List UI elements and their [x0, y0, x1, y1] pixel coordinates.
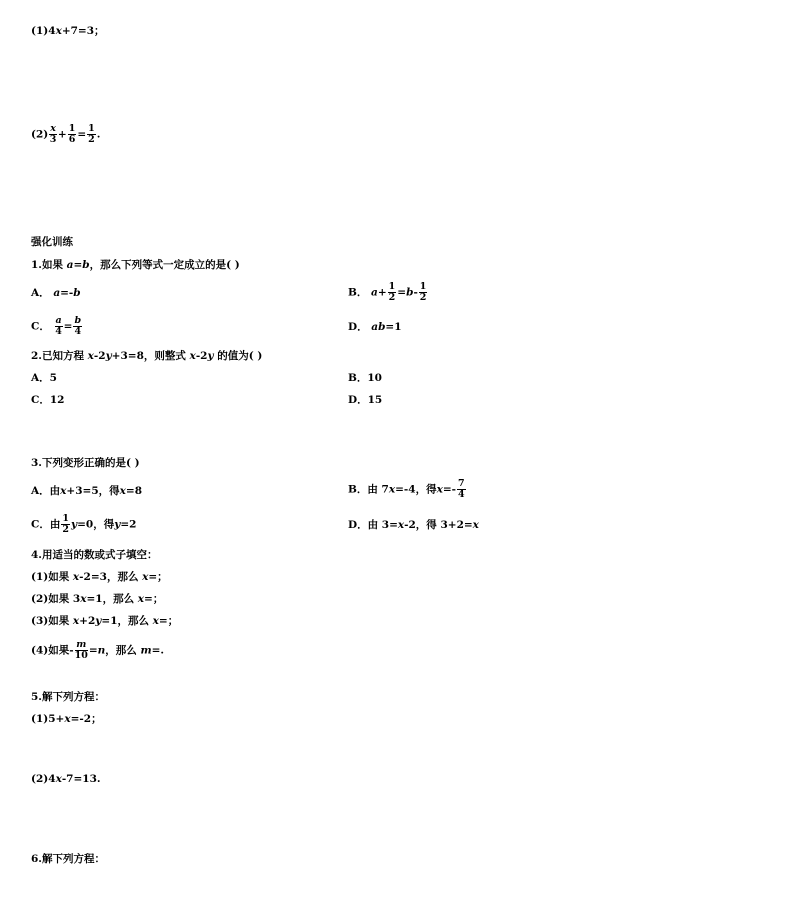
text: =	[88, 644, 98, 657]
num: 2	[419, 292, 427, 303]
text: ，那么下列等式一定成立的是( )	[89, 259, 240, 271]
text: A．由	[31, 485, 61, 497]
var-x: x	[388, 483, 396, 496]
text: -2	[195, 350, 208, 362]
text: (1)如果	[31, 571, 70, 583]
var-x: x	[72, 615, 80, 627]
text: 2.已知方程	[31, 350, 84, 362]
text: C．由	[31, 518, 61, 531]
var-a: a	[55, 315, 62, 326]
num: 1	[419, 281, 427, 292]
q2-option-a: A．5	[31, 372, 57, 384]
q1-option-a: A． a=-b	[31, 287, 81, 299]
var-x: x	[189, 350, 196, 362]
var-b: b	[73, 287, 81, 299]
var-b: b	[82, 259, 90, 271]
var-x: x	[142, 571, 149, 583]
q4-part-4	[31, 640, 164, 661]
text: -7=13.	[61, 773, 101, 785]
var-y: y	[105, 350, 112, 362]
warmup-q1	[31, 24, 105, 38]
q5-part-1	[31, 712, 102, 726]
var-x: x	[80, 593, 87, 605]
num: 1	[88, 123, 95, 134]
fraction	[61, 514, 70, 535]
text: B．由 7	[348, 483, 389, 496]
num: 7	[458, 478, 465, 489]
q4-stem: 4.用适当的数或式子填空：	[31, 549, 158, 561]
var-y: y	[207, 350, 214, 362]
q4-part-3	[31, 614, 178, 628]
text: ，那么	[105, 644, 137, 657]
text: =-	[442, 483, 456, 496]
text: +2	[79, 615, 96, 627]
num: 2	[62, 524, 69, 535]
fraction	[73, 316, 82, 337]
var-a: a	[66, 259, 74, 271]
var-x: x	[436, 483, 443, 496]
var-x: x	[137, 593, 145, 605]
text: A．	[31, 287, 50, 299]
text: 的值为( )	[217, 350, 263, 362]
var-a: a	[53, 287, 61, 299]
text: +3=8，则整式	[111, 350, 186, 362]
text: B．	[348, 286, 368, 299]
fraction	[388, 282, 397, 303]
var-y: y	[114, 518, 121, 531]
var-x: x	[55, 25, 62, 37]
var-x: x	[60, 485, 67, 497]
fraction	[457, 479, 466, 500]
var-x: x	[55, 773, 62, 785]
q1-option-b: B． a+ $\frac{1}{2}$ =b- $\frac{1}{2}$	[348, 281, 427, 303]
text: =8	[125, 485, 143, 497]
text: 1.如果	[31, 259, 67, 271]
var-x: x	[472, 519, 479, 531]
text: =-4，得	[395, 483, 437, 496]
text: =；	[148, 571, 168, 583]
q4-part-2	[31, 592, 163, 606]
text: D．	[348, 321, 368, 333]
num: 6	[68, 134, 76, 145]
text: =1，那么	[101, 615, 149, 627]
var-b: b	[74, 315, 82, 326]
num: 4	[458, 489, 465, 500]
var-x: x	[152, 615, 159, 627]
fraction	[87, 124, 96, 145]
var-y: y	[70, 518, 78, 531]
text: =.	[151, 644, 165, 657]
q2-stem	[31, 349, 262, 363]
text: (4)如果-	[31, 644, 74, 657]
q3-option-d	[348, 518, 479, 532]
q3-stem: 3.下列变形正确的是( )	[31, 457, 140, 469]
text: =1	[385, 321, 402, 333]
var-x: x	[50, 123, 56, 134]
text: =0，得	[77, 518, 115, 531]
var-x: x	[72, 571, 80, 583]
q5-stem: 5.解下列方程：	[31, 691, 105, 703]
var-y: y	[95, 615, 102, 627]
q3-option-a	[31, 484, 142, 498]
var-x: x	[64, 713, 71, 725]
var-x: x	[397, 519, 405, 531]
q1-stem: 1.如果 a=b，那么下列等式一定成立的是( )	[31, 259, 240, 271]
q6-stem: 6.解下列方程：	[31, 853, 105, 865]
text: =2	[120, 518, 137, 531]
num: 3	[49, 134, 57, 145]
text: =-2；	[70, 713, 102, 725]
q1-option-c: C． $\frac{a}{4}$ = $\frac{b}{4}$	[31, 315, 82, 337]
num: 1	[62, 513, 69, 524]
warmup-q2: (2) $\frac{x}{3}$ + $\frac{1}{6}$ = $\frac{1}{2}$ .	[31, 123, 101, 145]
text: D．由 3=	[348, 519, 398, 531]
text: (2)	[31, 128, 49, 141]
var-a: a	[371, 286, 378, 299]
text: =1，那么	[86, 593, 135, 605]
fraction	[75, 640, 88, 661]
fraction	[419, 282, 428, 303]
text: (3)如果	[31, 615, 70, 627]
section-title: 强化训练	[31, 236, 73, 248]
q4-part-1	[31, 570, 168, 584]
text: (1)5+	[31, 713, 65, 725]
var-x: x	[87, 350, 94, 362]
fraction	[55, 316, 63, 337]
text: +3=5，得	[66, 485, 120, 497]
q2-option-c: C．12	[31, 394, 65, 406]
text: (2)如果 3	[31, 593, 81, 605]
num: 10	[74, 650, 88, 661]
text: =；	[144, 593, 164, 605]
num: 1	[68, 123, 76, 134]
var-x: x	[119, 485, 126, 497]
text: .	[96, 128, 101, 141]
q5-part-2	[31, 772, 101, 786]
text: -2	[93, 350, 106, 362]
num: 4	[74, 326, 82, 337]
num: 2	[88, 134, 95, 145]
text: C．	[31, 320, 50, 333]
text: =；	[158, 615, 179, 627]
q2-option-d: D．15	[348, 394, 383, 406]
var-ab: ab	[371, 321, 386, 333]
num: 4	[55, 326, 62, 337]
fraction	[49, 124, 57, 145]
q1-option-d	[348, 320, 402, 334]
text: (2)4	[31, 773, 56, 785]
var-n: n	[97, 644, 106, 657]
var-m: m	[140, 644, 152, 657]
var-b: b	[406, 286, 414, 299]
text: (1)4	[31, 25, 56, 37]
fraction	[68, 124, 77, 145]
text: -2，得 3+2=	[404, 519, 473, 531]
q3-option-b	[348, 479, 467, 500]
text: -2=3，那么	[79, 571, 139, 583]
num: 2	[388, 292, 396, 303]
q2-option-b: B．10	[348, 372, 382, 384]
var-m: m	[76, 639, 87, 650]
text: +7=3；	[61, 25, 105, 37]
num: 1	[388, 281, 396, 292]
q3-option-c	[31, 514, 136, 535]
